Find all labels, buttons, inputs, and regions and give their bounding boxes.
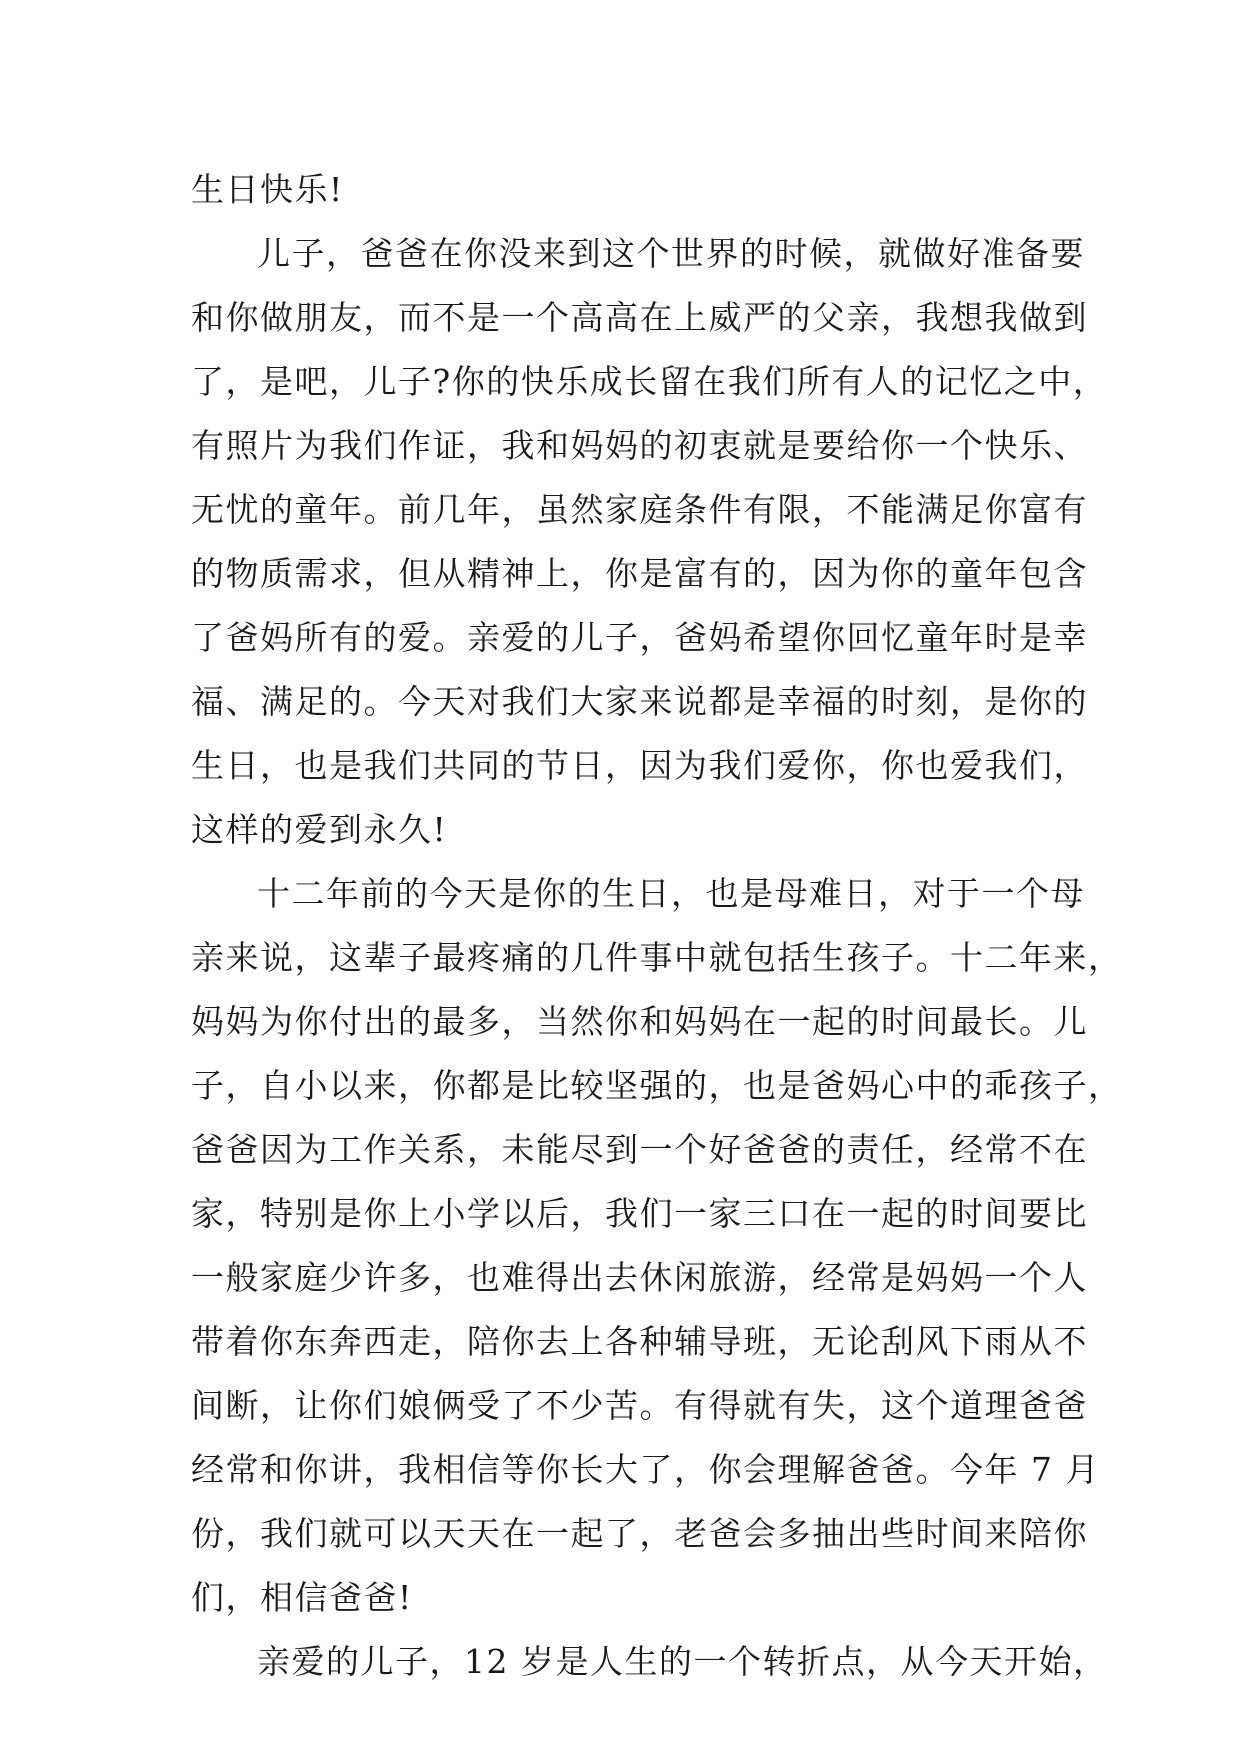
text-line: 儿子，爸爸在你没来到这个世界的时候，就做好准备要 xyxy=(257,234,1085,273)
text-line: 生日快乐! xyxy=(191,170,344,209)
text-line: 十二年前的今天是你的生日，也是母难日，对于一个母 xyxy=(257,874,1085,913)
text-line: 经常和你讲，我相信等你长大了，你会理解爸爸。今年 7 月 xyxy=(191,1450,1100,1489)
text-line: 无忧的童年。前几年，虽然家庭条件有限，不能满足你富有 xyxy=(191,490,1088,529)
text-line: 爸爸因为工作关系，未能尽到一个好爸爸的责任，经常不在 xyxy=(191,1130,1088,1169)
text-line: 福、满足的。今天对我们大家来说都是幸福的时刻，是你的 xyxy=(191,682,1088,721)
text-line: 有照片为我们作证，我和妈妈的初衷就是要给你一个快乐、 xyxy=(191,426,1088,465)
text-line: 份，我们就可以天天在一起了，老爸会多抽出些时间来陪你 xyxy=(191,1514,1088,1553)
text-line: 生日，也是我们共同的节日，因为我们爱你，你也爱我们， xyxy=(191,746,1088,785)
text-line: 带着你东奔西走，陪你去上各种辅导班，无论刮风下雨从不 xyxy=(191,1322,1088,1361)
text-line: 和你做朋友，而不是一个高高在上威严的父亲，我想我做到 xyxy=(191,298,1088,337)
text-line: 们，相信爸爸! xyxy=(191,1578,413,1617)
text-line: 家，特别是你上小学以后，我们一家三口在一起的时间要比 xyxy=(191,1194,1088,1233)
text-line: 间断，让你们娘俩受了不少苦。有得就有失，这个道理爸爸 xyxy=(191,1386,1088,1425)
text-line: 这样的爱到永久! xyxy=(191,810,448,849)
body-text xyxy=(191,158,1123,1694)
text-line: 亲爱的儿子，12 岁是人生的一个转折点，从今天开始， xyxy=(257,1642,1108,1681)
text-line: 了，是吧，儿子?你的快乐成长留在我们所有人的记忆之中， xyxy=(191,362,1108,401)
text-line: 的物质需求，但从精神上，你是富有的，因为你的童年包含 xyxy=(191,554,1088,593)
text-line: 一般家庭少许多，也难得出去休闲旅游，经常是妈妈一个人 xyxy=(191,1258,1088,1297)
text-line: 妈妈为你付出的最多，当然你和妈妈在一起的时间最长。儿 xyxy=(191,1002,1088,1041)
text-line: 亲来说，这辈子最疼痛的几件事中就包括生孩子。十二年来， xyxy=(191,938,1123,977)
text-line: 了爸妈所有的爱。亲爱的儿子，爸妈希望你回忆童年时是幸 xyxy=(191,618,1088,657)
text-line: 子，自小以来，你都是比较坚强的，也是爸妈心中的乖孩子， xyxy=(191,1066,1123,1105)
